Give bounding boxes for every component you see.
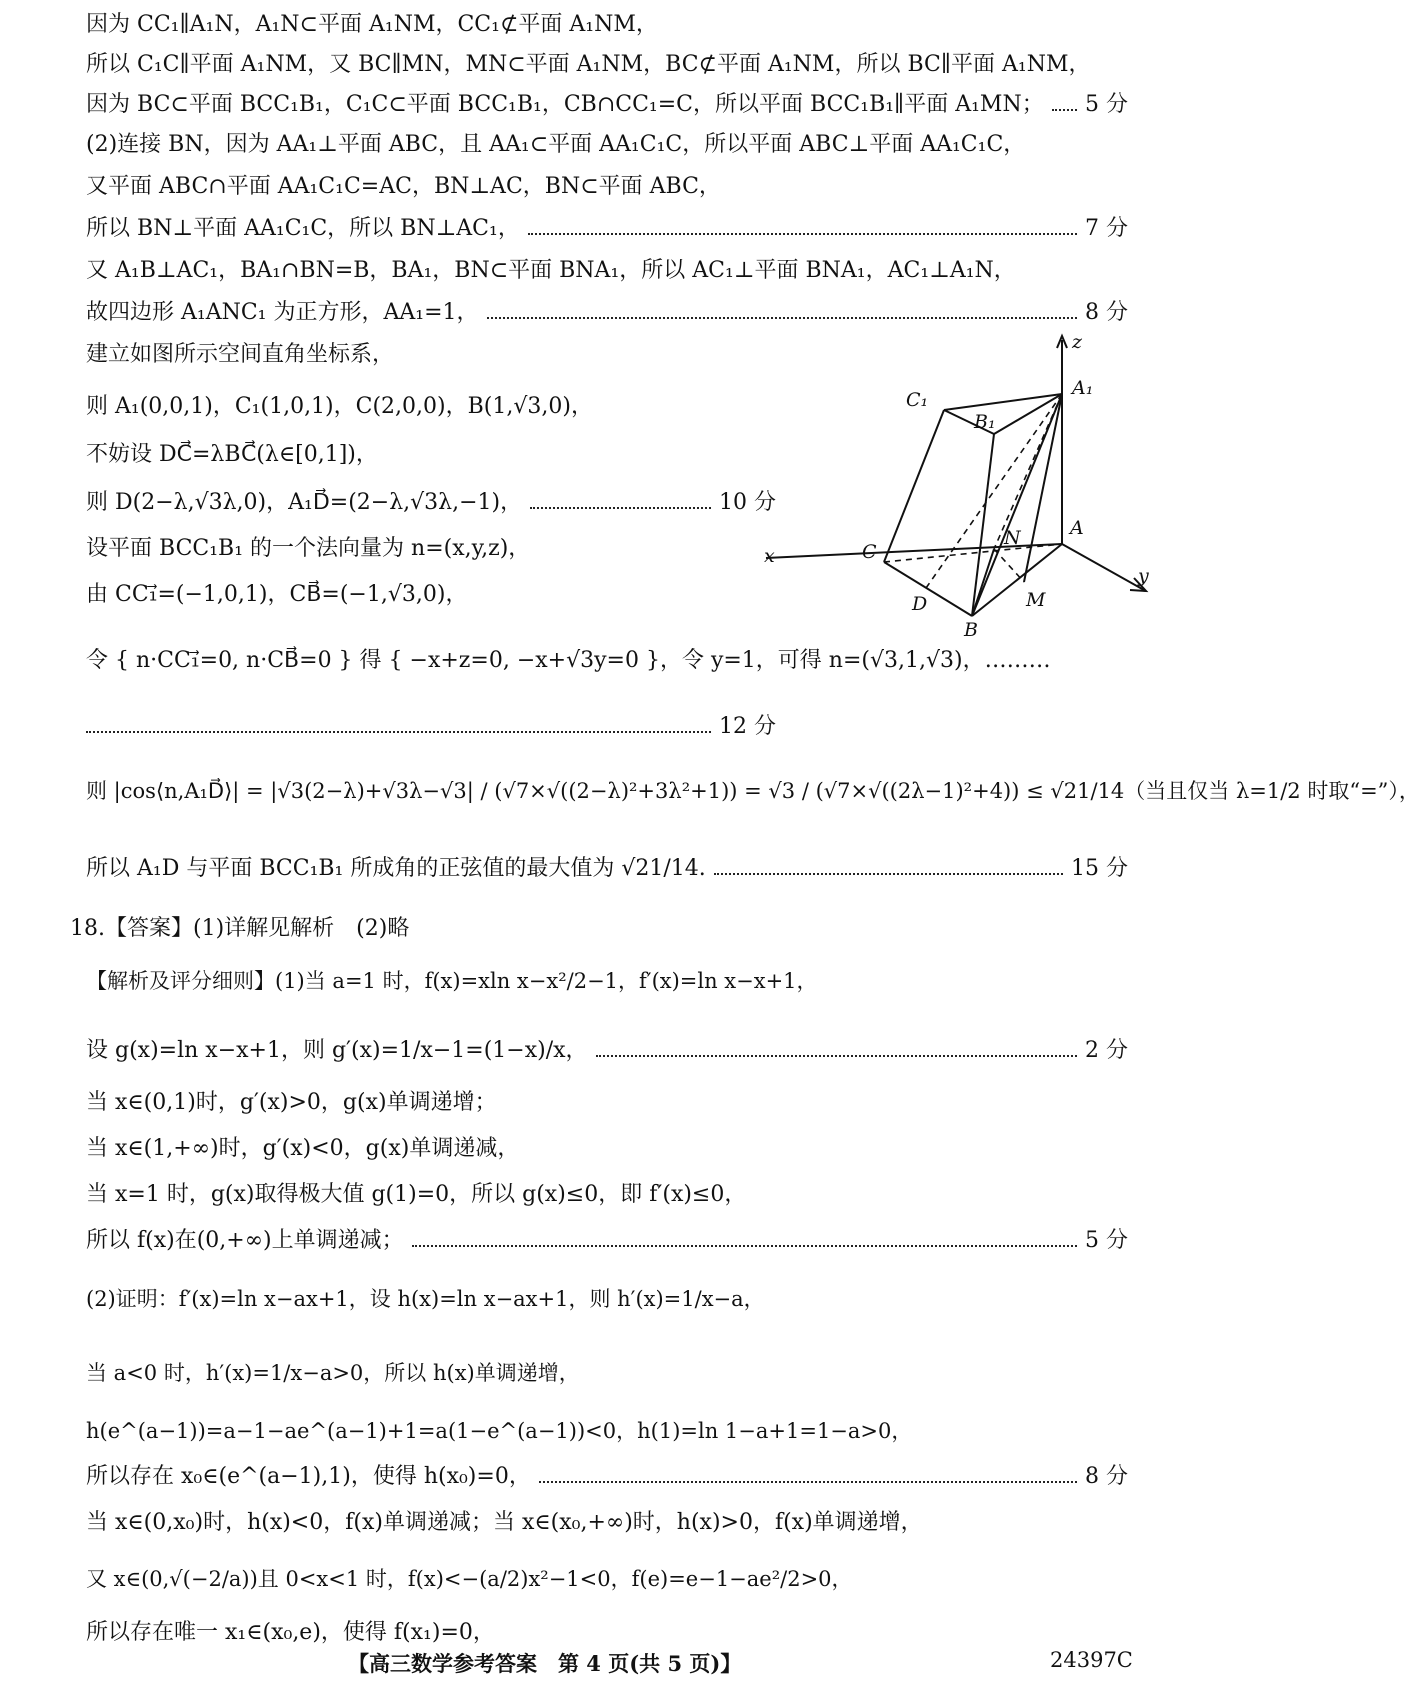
text-line: 故四边形 A₁ANC₁ 为正方形，AA₁=1， [86,300,479,325]
y-axis [1062,544,1144,590]
leader-dots [528,232,1077,235]
label-a: A [1070,517,1084,539]
text-line: 所以 f(x)在(0,+∞)上单调递减； [86,1228,404,1253]
scored-line [86,712,776,742]
score-mark: 8 分 [1085,300,1128,325]
label-b: B [964,619,978,641]
label-a1: A₁ [1072,377,1094,399]
scored-line [86,298,1128,328]
text-line: h(e^(a−1))=a−1−ae^(a−1)+1=a(1−e^(a−1))<0，h(1)=ln 1−a+1=1−a>0， [86,1419,913,1443]
edge-a1n-hidden [994,394,1062,549]
text-line: 又 A₁B⊥AC₁，BA₁∩BN=B，BA₁，BN⊂平面 BNA₁，所以 AC₁⊥平面 BNA₁，AC₁⊥A₁N， [86,258,1016,283]
text-line: (2)连接 BN，因为 AA₁⊥平面 ABC，且 AA₁⊂平面 AA₁C₁C，所以平面 ABC⊥平面 AA₁C₁C， [86,132,1026,157]
page-footer [0,1648,1200,1678]
answer-heading: 18.【答案】(1)详解见解析 (2)略 [70,916,410,941]
label-b1: B₁ [974,411,996,433]
score-mark: 7 分 [1085,216,1128,241]
text-line: 所以 A₁D 与平面 BCC₁B₁ 所成角的正弦值的最大值为 √21/14. [86,856,706,881]
scored-line [86,214,1128,244]
text-line: 【解析及评分细则】(1)当 a=1 时，f(x)=xln x−x²/2−1，f′(x)=ln x−x+1， [86,969,818,993]
score-mark: 2 分 [1085,1038,1128,1063]
text-line: 当 x∈(1,+∞)时，g′(x)<0，g(x)单调递减， [86,1136,520,1161]
score-mark: 12 分 [719,714,776,739]
score-mark: 5 分 [1085,92,1128,117]
text-line: 当 x∈(0,x₀)时，h(x)<0，f(x)单调递减；当 x∈(x₀,+∞)时，h(x)>0，f(x)单调递增， [86,1510,923,1535]
text-line: 所以 C₁C∥平面 A₁NM，又 BC∥MN，MN⊂平面 A₁NM，BC⊄平面 A₁NM，所以 BC∥平面 A₁NM， [86,52,1091,77]
scored-line [86,1036,1128,1066]
score-mark: 8 分 [1085,1464,1128,1489]
scored-line [86,1462,1128,1492]
text-line: 由 CC₁⃗=(−1,0,1)，CB⃗=(−1,√3,0)， [86,582,468,607]
label-n: N [1004,527,1021,549]
footer-title: 【高三数学参考答案 第 4 页(共 5 页)】 [348,1651,742,1676]
formula-line: 则 |cos⟨n,A₁D⃗⟩| = |√3(2−λ)+√3λ−√3| / (√7×√((2−λ)²+3λ²+1)) = √3 / (√7×√((2λ−1)²+4)) ≤ √21/14（当且仅当 λ=1/2 时取“=”）， [86,779,1420,803]
label-c: C [862,541,877,563]
edge-ab [972,544,1062,616]
text-line: 设 g(x)=ln x−x+1，则 g′(x)=1/x−1=(1−x)/x， [86,1038,588,1063]
text-line: 因为 BC⊂平面 BCC₁B₁，C₁C⊂平面 BCC₁B₁，CB∩CC₁=C，所以平面 BCC₁B₁∥平面 A₁MN； [86,92,1044,117]
text-line: 不妨设 DC⃗=λBC⃗(λ∈[0,1])， [86,442,378,467]
label-m: M [1026,589,1046,611]
text-line: 当 a<0 时，h′(x)=1/x−a>0，所以 h(x)单调递增， [86,1361,580,1385]
text-line: 建立如图所示空间直角坐标系， [86,342,395,367]
scored-line [86,1226,1128,1256]
leader-dots [596,1054,1077,1057]
text-line: 所以存在 x₀∈(e^(a−1),1)，使得 h(x₀)=0， [86,1464,531,1489]
scored-line [86,854,1128,884]
leader-dots [530,506,711,509]
footer-code: 24397C [1050,1648,1133,1672]
text-line: 因为 CC₁∥A₁N，A₁N⊂平面 A₁NM，CC₁⊄平面 A₁NM， [86,12,658,37]
text-line: 当 x=1 时，g(x)取得极大值 g(1)=0，所以 g(x)≤0，即 f′(x)≤0， [86,1182,747,1207]
label-y: y [1138,565,1149,587]
text-line: 所以存在唯一 x₁∈(x₀,e)，使得 f(x₁)=0， [86,1620,495,1645]
edge-a1c1 [944,394,1062,410]
label-z: z [1072,331,1083,353]
leader-dots [86,730,711,733]
score-mark: 15 分 [1071,856,1128,881]
coordinate-figure [764,331,1174,641]
edge-ca-hidden [884,544,1062,562]
text-line: 设平面 BCC₁B₁ 的一个法向量为 n=(x,y,z)， [86,536,531,561]
edge-a1b1 [994,394,1062,434]
leader-dots [714,872,1063,875]
leader-dots [487,316,1077,319]
edge-nm-hidden [994,549,1024,582]
scored-line [86,90,1128,120]
edge-c1c [884,410,944,562]
text-line: 当 x∈(0,1)时，g′(x)>0，g(x)单调递增； [86,1090,497,1115]
text-line: 又 x∈(0,√(−2/a))且 0<x<1 时，f(x)<−(a/2)x²−1<0，f(e)=e−1−ae²/2>0， [86,1567,853,1591]
text-line: 令 { n·CC₁⃗=0, n·CB⃗=0 } 得 { −x+z=0, −x+√3y=0 }，令 y=1，可得 n=(√3,1,√3)，……… [86,648,1051,673]
leader-dots [539,1480,1077,1483]
label-c1: C₁ [906,389,929,411]
scored-line [86,488,776,518]
score-mark: 10 分 [719,490,776,515]
text-line: 则 A₁(0,0,1)，C₁(1,0,1)，C(2,0,0)，B(1,√3,0)， [86,394,593,419]
text-line: 又平面 ABC∩平面 AA₁C₁C=AC，BN⊥AC，BN⊂平面 ABC， [86,174,721,199]
text-line: (2)证明：f′(x)=ln x−ax+1，设 h(x)=ln x−ax+1，则 h′(x)=1/x−a， [86,1287,765,1311]
label-x: x [764,545,775,567]
text-line: 则 D(2−λ,√3λ,0)，A₁D⃗=(2−λ,√3λ,−1)， [86,490,523,515]
edge-cb [884,562,972,616]
text-line: 所以 BN⊥平面 AA₁C₁C，所以 BN⊥AC₁， [86,216,520,241]
leader-dots [1052,108,1077,111]
leader-dots [412,1244,1077,1247]
label-d: D [912,593,928,615]
score-mark: 5 分 [1085,1228,1128,1253]
